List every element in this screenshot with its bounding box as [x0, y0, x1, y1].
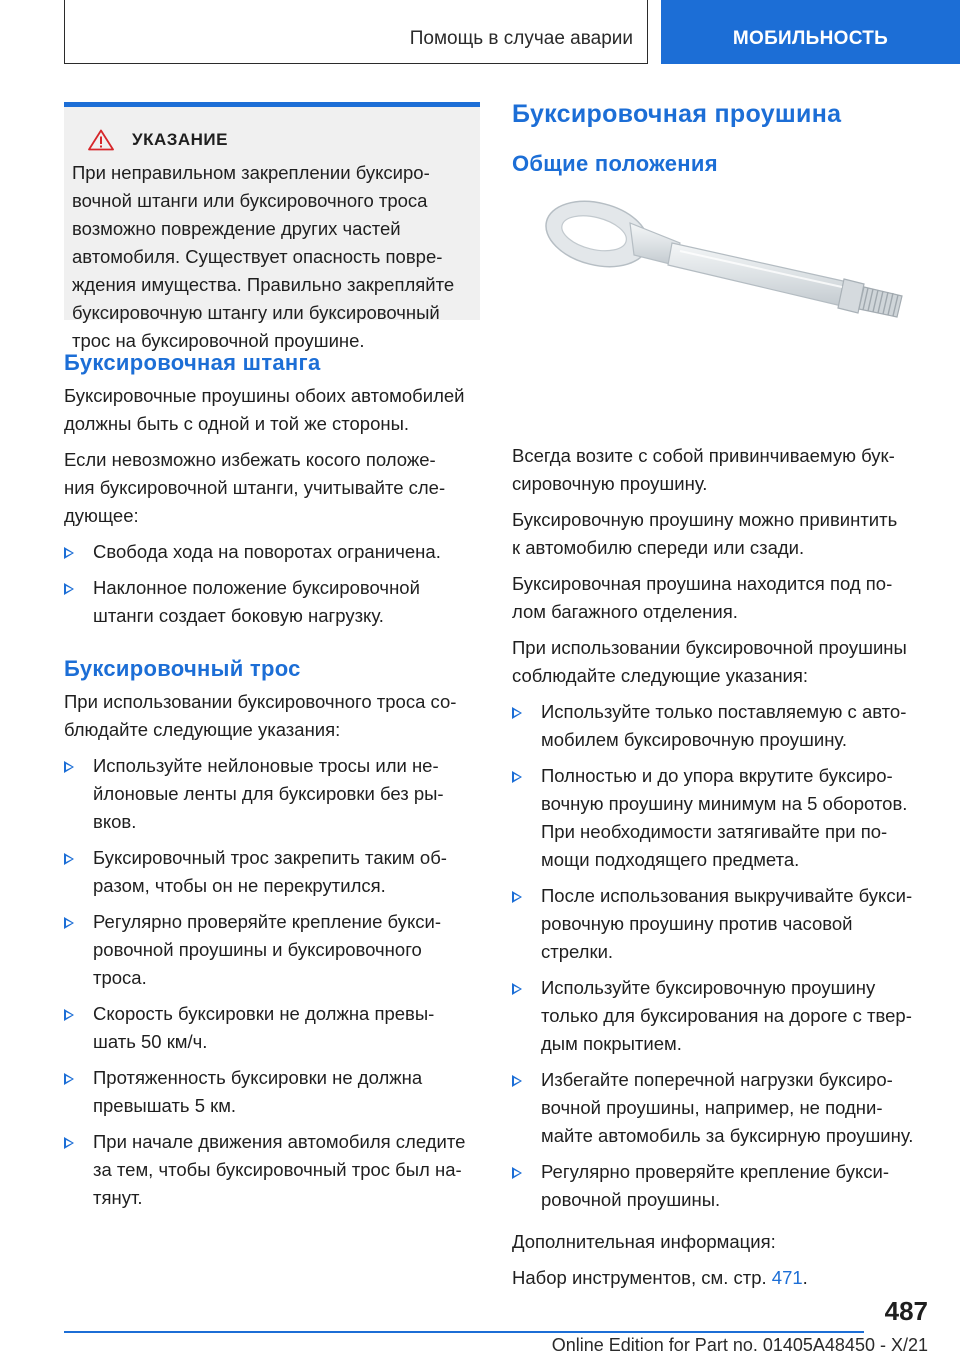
text-line: блюдайте следующие указания: [64, 719, 341, 740]
text-line: ждения имущества. Правильно закрепляйте [72, 274, 455, 295]
page-reference-link[interactable]: 471 [771, 1267, 803, 1288]
list-item [64, 1000, 480, 1056]
text-line: Буксировочные проушины обоих автомобилей [64, 385, 465, 406]
list-item [64, 1128, 480, 1212]
bullet-triangle-icon [512, 1075, 522, 1087]
right-column [512, 100, 927, 1300]
bullet-triangle-icon [64, 547, 74, 559]
text-line: мобилем буксировочную проушину. [541, 729, 847, 750]
tow-eye-bullets [512, 698, 927, 1214]
text-line: Протяженность буксировки не должна [93, 1067, 423, 1088]
bullet-triangle-icon [64, 917, 74, 929]
text-line: Буксировочную проушину можно привинтить [512, 509, 898, 530]
text-line: вков. [93, 811, 137, 832]
text-line: за тем, чтобы буксировочный трос был на- [93, 1159, 462, 1180]
text-line: троса. [93, 967, 147, 988]
bullet-triangle-icon [64, 1073, 74, 1085]
text-line: майте автомобиль за буксирную проушину. [541, 1125, 914, 1146]
text-line: вочной проушины, например, не подни- [541, 1097, 883, 1118]
text-line: Скорость буксировки не должна превы- [93, 1003, 435, 1024]
text-line: Используйте нейлоновые тросы или не- [93, 755, 439, 776]
text-line: Регулярно проверяйте крепление букси- [93, 911, 442, 932]
text-line: к автомобилю спереди или сзади. [512, 537, 805, 558]
list-item [512, 1158, 927, 1214]
tow-eye-para-4 [512, 634, 927, 690]
tow-bar-bullets [64, 538, 480, 630]
bullet-triangle-icon [512, 891, 522, 903]
text-line: стрелки. [541, 941, 614, 962]
list-item [64, 538, 480, 566]
text-line: ровочной проушины. [541, 1189, 721, 1210]
text-line: разом, чтобы он не перекрутился. [93, 875, 386, 896]
text-line: При использовании буксировочной проушины [512, 637, 907, 658]
text-line: шать 50 км/ч. [93, 1031, 208, 1052]
text-line: При использовании буксировочного троса со- [64, 691, 457, 712]
text-line: возможно повреждение других частей [72, 218, 401, 239]
list-item [512, 762, 927, 874]
tow-bar-para-2 [64, 446, 480, 530]
text-line: При неправильном закреплении буксиро- [72, 162, 430, 183]
warning-text [72, 159, 466, 355]
list-item [512, 974, 927, 1058]
bullet-triangle-icon [512, 771, 522, 783]
text-line: Буксировочный трос закрепить таким об- [93, 847, 447, 868]
header-section-title: Помощь в случае аварии [409, 28, 633, 49]
bullet-triangle-icon [64, 583, 74, 595]
bullet-triangle-icon [512, 707, 522, 719]
list-item [64, 1064, 480, 1120]
tow-eye-heading: Буксировочная проушина [512, 100, 842, 128]
tow-eye-para-2 [512, 506, 927, 562]
text-line: йлоновые ленты для буксировки без ры- [93, 783, 444, 804]
text-line: лом багажного отделения. [512, 601, 738, 622]
warning-title: УКАЗАНИЕ [132, 130, 228, 149]
text-line: При необходимости затягивайте при по- [541, 821, 888, 842]
bullet-triangle-icon [64, 1137, 74, 1149]
text-line: Полностью и до упора вкрутите буксиро- [541, 765, 893, 786]
list-item [64, 574, 480, 630]
text-line: вочную проушину минимум на 5 оборотов. [541, 793, 908, 814]
footer-divider [64, 1331, 864, 1333]
header-section-box [64, 0, 648, 64]
footer-edition: Online Edition for Part no. 01405A48450 - X/21 [551, 1335, 928, 1355]
text-line: Регулярно проверяйте крепление букси- [541, 1161, 890, 1182]
tow-rope-para-1 [64, 688, 480, 744]
warning-box [64, 102, 480, 351]
text-line: Используйте буксировочную проушину [541, 977, 876, 998]
list-item [64, 844, 480, 900]
left-column [64, 102, 480, 1220]
toolkit-reference [512, 1264, 927, 1292]
warning-header [88, 129, 466, 151]
text-line: соблюдайте следующие указания: [512, 665, 809, 686]
reference-suffix: . [802, 1267, 808, 1288]
text-line: должны быть с одной и той же стороны. [64, 413, 410, 434]
text-line: только для буксирования на дороге с твер- [541, 1005, 912, 1026]
tow-eye-illustration [512, 189, 927, 429]
text-line: Всегда возите с собой привинчиваемую бук- [512, 445, 895, 466]
list-item [512, 698, 927, 754]
text-line: Буксировочная проушина находится под по- [512, 573, 893, 594]
list-item [64, 908, 480, 992]
bullet-triangle-icon [64, 1009, 74, 1021]
text-line: автомобиля. Существует опасность повре- [72, 246, 443, 267]
text-line: Если невозможно избежать косого положе- [64, 449, 436, 470]
bullet-triangle-icon [512, 1167, 522, 1179]
text-line: Свобода хода на поворотах ограничена. [93, 541, 441, 562]
reference-text: Набор инструментов, см. стр. [512, 1267, 772, 1288]
text-line: вочной штанги или буксировочного троса [72, 190, 428, 211]
header-chapter-title: МОБИЛЬНОСТЬ [732, 28, 889, 49]
text-line: ния буксировочной штанги, учитывайте сле- [64, 477, 446, 498]
text-line: При начале движения автомобиля следите [93, 1131, 466, 1152]
tow-bar-heading: Буксировочная штанга [64, 350, 321, 375]
text-line: сировочную проушину. [512, 473, 708, 494]
text-line: Используйте только поставляемую с авто- [541, 701, 907, 722]
text-line: ровочной проушины и буксировочного [93, 939, 422, 960]
list-item [512, 882, 927, 966]
list-item [64, 752, 480, 836]
header-chapter-tab [661, 0, 960, 64]
text-line: дующее: [64, 505, 139, 526]
warning-triangle-icon [88, 129, 114, 151]
more-info-label: Дополнительная информация: [512, 1231, 776, 1252]
bullet-triangle-icon [64, 761, 74, 773]
tow-rope-bullets [64, 752, 480, 1212]
bullet-triangle-icon [64, 853, 74, 865]
tow-eye-para-1 [512, 442, 927, 498]
page-number: 487 [884, 1296, 928, 1326]
tow-eye-subheading: Общие положения [512, 151, 718, 176]
text-line: превышать 5 км. [93, 1095, 237, 1116]
text-line: дым покрытием. [541, 1033, 682, 1054]
tow-bar-para-1 [64, 382, 480, 438]
text-line: буксировочную штангу или буксировочный [72, 302, 440, 323]
tow-eye-para-3 [512, 570, 927, 626]
text-line: мощи подходящего предмета. [541, 849, 800, 870]
tow-rope-heading: Буксировочный трос [64, 656, 301, 681]
text-line: ровочную проушину против часовой [541, 913, 853, 934]
text-line: тянут. [93, 1187, 143, 1208]
list-item [512, 1066, 927, 1150]
text-line: трос на буксировочной проушине. [72, 330, 365, 351]
text-line: штанги создает боковую нагрузку. [93, 605, 384, 626]
bullet-triangle-icon [512, 983, 522, 995]
text-line: После использования выкручивайте букси- [541, 885, 913, 906]
text-line: Избегайте поперечной нагрузки буксиро- [541, 1069, 893, 1090]
text-line: Наклонное положение буксировочной [93, 577, 420, 598]
